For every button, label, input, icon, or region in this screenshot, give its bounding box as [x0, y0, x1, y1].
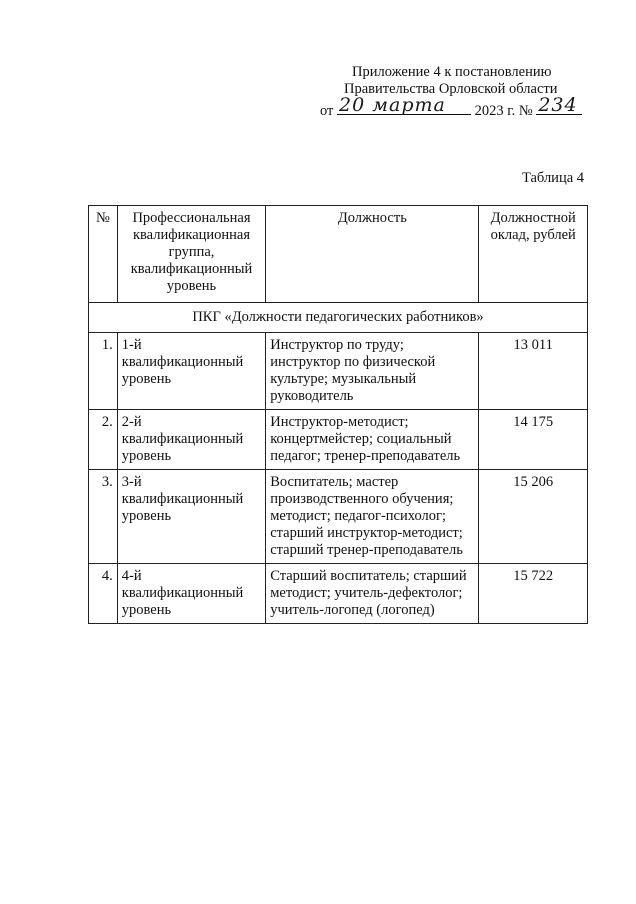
header-number: №: [89, 206, 118, 303]
row-salary: 13 011: [479, 333, 588, 410]
row-level: 2-й квалификационный уровень: [117, 410, 265, 470]
table-row: [89, 470, 588, 564]
government-line: Правительства Орловской области: [344, 81, 558, 97]
handwritten-number: 234: [538, 94, 578, 116]
row-positions: Старший воспитатель; старший методист; учитель-дефектолог; учитель-логопед (логопед): [266, 564, 479, 624]
from-prefix: от: [320, 103, 334, 119]
table-row: [89, 410, 588, 470]
row-level: 4-й квалификационный уровень: [117, 564, 265, 624]
row-positions: Инструктор-методист; концертмейстер; социальный педагог; тренер-преподаватель: [266, 410, 479, 470]
document-header: [300, 64, 600, 120]
group-title-row: [89, 303, 588, 333]
row-level: 1-й квалификационный уровень: [117, 333, 265, 410]
group-title: ПКГ «Должности педагогических работников»: [89, 303, 588, 333]
row-number: 1.: [89, 333, 118, 410]
table-row: [89, 564, 588, 624]
table-header-row: [89, 206, 588, 303]
header-salary: Должностной оклад, рублей: [479, 206, 588, 303]
row-salary: 15 722: [479, 564, 588, 624]
row-number: 2.: [89, 410, 118, 470]
row-level: 3-й квалификационный уровень: [117, 470, 265, 564]
header-position: Должность: [266, 206, 479, 303]
handwritten-date: 20 марта: [339, 94, 446, 116]
row-number: 4.: [89, 564, 118, 624]
year-number-label: 2023 г. №: [474, 103, 533, 119]
row-positions: Воспитатель; мастер производственного обучения; методист; педагог-психолог; старший инструктор-методист; старший тренер-преподаватель: [266, 470, 479, 564]
table-caption: Таблица 4: [522, 170, 585, 186]
row-positions: Инструктор по труду; инструктор по физической культуре; музыкальный руководитель: [266, 333, 479, 410]
table-row: [89, 333, 588, 410]
row-number: 3.: [89, 470, 118, 564]
date-fill-line: [337, 94, 471, 116]
header-qualification-group: Профессиональная квалификационная группа, квалификационный уровень: [117, 206, 265, 303]
appendix-line: Приложение 4 к постановлению: [352, 64, 552, 80]
number-fill-line: [536, 94, 582, 116]
row-salary: 15 206: [479, 470, 588, 564]
date-number-line: [300, 94, 600, 120]
salary-table: [88, 205, 588, 624]
row-salary: 14 175: [479, 410, 588, 470]
